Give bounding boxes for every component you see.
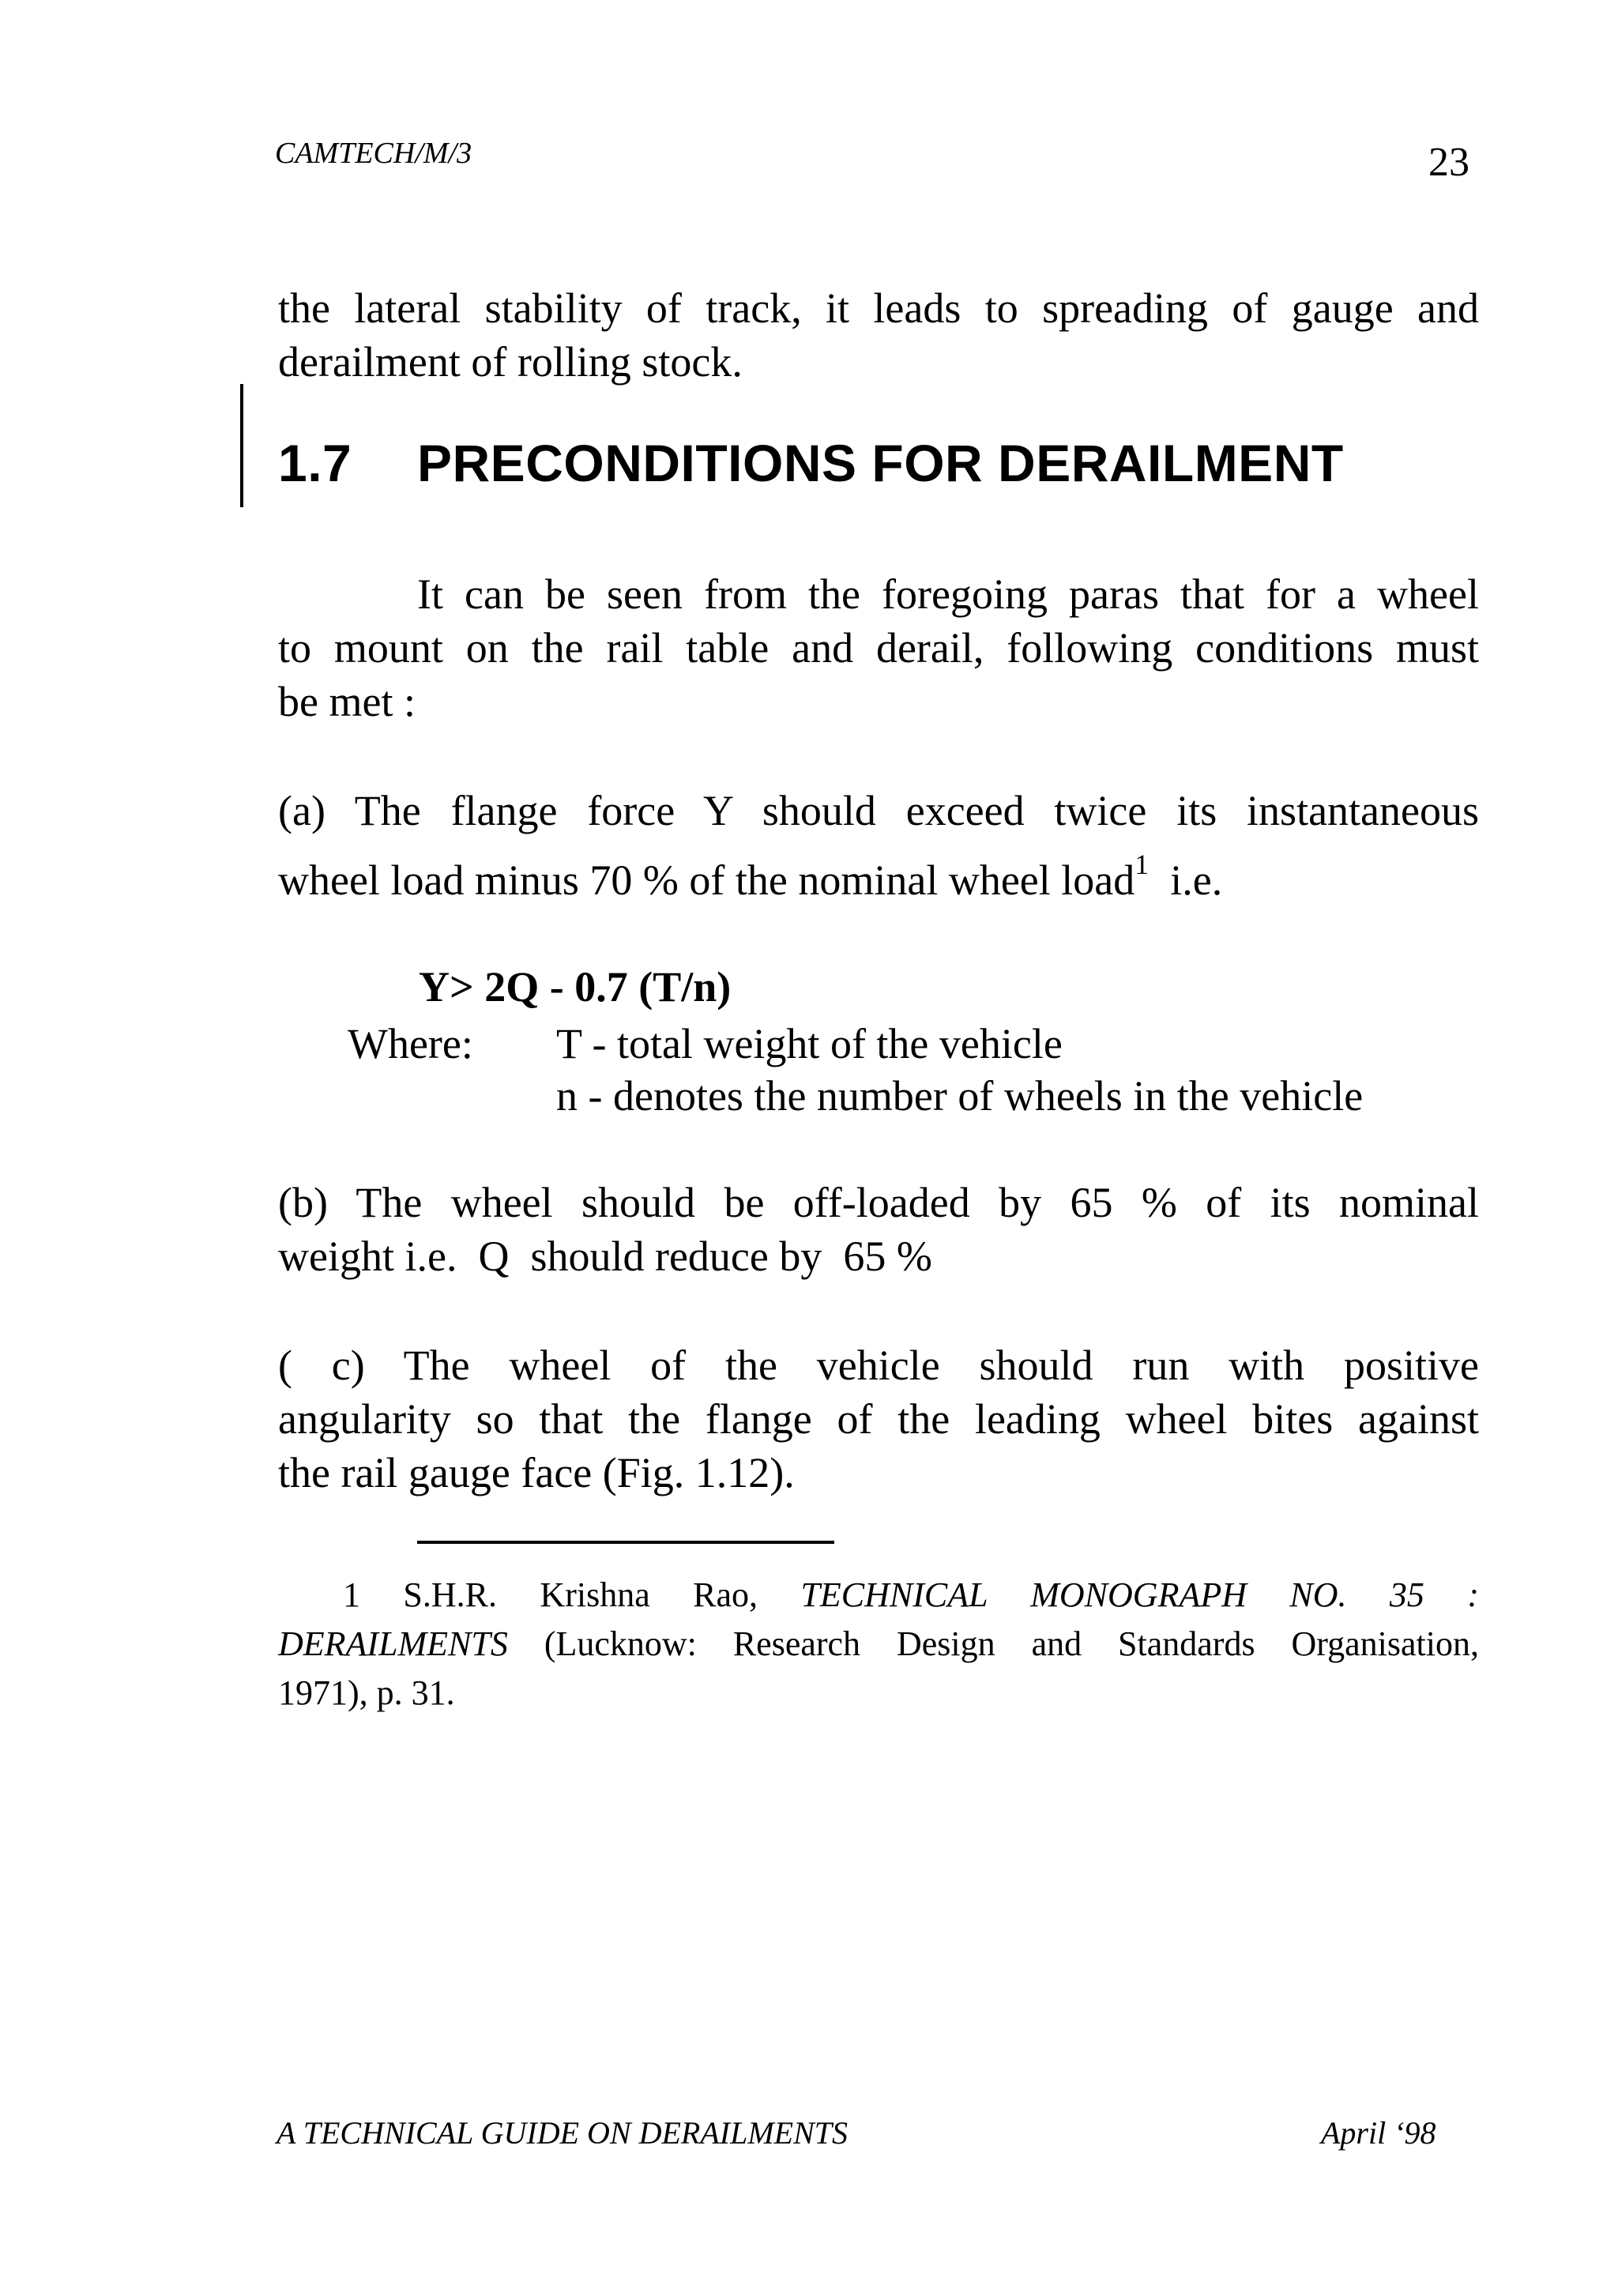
para1-line-1: It can be seen from the foregoing paras that for a wheel (417, 570, 1479, 618)
condition-c-line-3: the rail gauge face (Fig. 1.12). (278, 1449, 795, 1496)
footer-book-title: A TECHNICAL GUIDE ON DERAILMENTS (277, 2115, 849, 2151)
condition-b (278, 1176, 1479, 1283)
footnote-title-2: DERAILMENTS (278, 1624, 508, 1663)
page-number: 23 (1428, 140, 1469, 185)
definition-n: n - denotes the number of wheels in the vehicle (556, 1072, 1364, 1120)
para1-line-3: be met : (278, 678, 416, 725)
intro-line-1: the lateral stability of track, it leads to spreading of gauge and (278, 284, 1479, 332)
section-number: 1.7 (278, 434, 352, 492)
condition-c (278, 1338, 1479, 1500)
intro-line-2: derailment of rolling stock. (278, 338, 743, 386)
footnote-line-3: 1971), p. 31. (278, 1673, 455, 1712)
preconditions-paragraph (278, 567, 1479, 728)
condition-a-line-1: (a) The flange force Y should exceed twice its instantaneous (278, 787, 1479, 834)
footnote-number: 1 (343, 1575, 360, 1614)
section-heading (278, 433, 1344, 493)
footnote-title-1: TECHNICAL MONOGRAPH NO. 35 : (800, 1575, 1479, 1614)
where-label: Where: (348, 1020, 473, 1067)
condition-a-text: wheel load minus 70 % of the nominal wheel load (278, 856, 1135, 904)
footnote-reference: 1 (1134, 849, 1150, 880)
para1-line-2: to mount on the rail table and derail, following conditions must (278, 624, 1479, 672)
intro-paragraph (278, 281, 1479, 389)
condition-c-line-2: angularity so that the flange of the leading wheel bites against (278, 1395, 1479, 1443)
footnote-author: S.H.R. Krishna Rao, (403, 1575, 758, 1614)
footnote-publisher: (Lucknow: Research Design and Standards Organisation, (544, 1624, 1480, 1663)
condition-a-ie: i.e. (1149, 856, 1223, 904)
footnote-line-1 (278, 1571, 1479, 1620)
footnote-line-2 (278, 1620, 1479, 1669)
condition-a (278, 784, 1479, 907)
footnote-separator (417, 1541, 834, 1544)
section-title: PRECONDITIONS FOR DERAILMENT (417, 434, 1344, 492)
definition-T: T - total weight of the vehicle (556, 1020, 1063, 1067)
running-header-code: CAMTECH/M/3 (275, 137, 472, 170)
footnote (278, 1571, 1479, 1718)
formula-expression: Y> 2Q - 0.7 (T/n) (419, 963, 732, 1011)
condition-c-line-1: ( c) The wheel of the vehicle should run with positive (278, 1342, 1479, 1389)
condition-a-line-2 (278, 849, 1479, 907)
condition-b-line-2: weight i.e. Q should reduce by 65 % (278, 1233, 932, 1280)
revision-change-bar (240, 384, 243, 507)
footer-date: April ‘98 (1321, 2115, 1436, 2151)
condition-b-line-1: (b) The wheel should be off-loaded by 65 % of its nominal (278, 1179, 1479, 1226)
